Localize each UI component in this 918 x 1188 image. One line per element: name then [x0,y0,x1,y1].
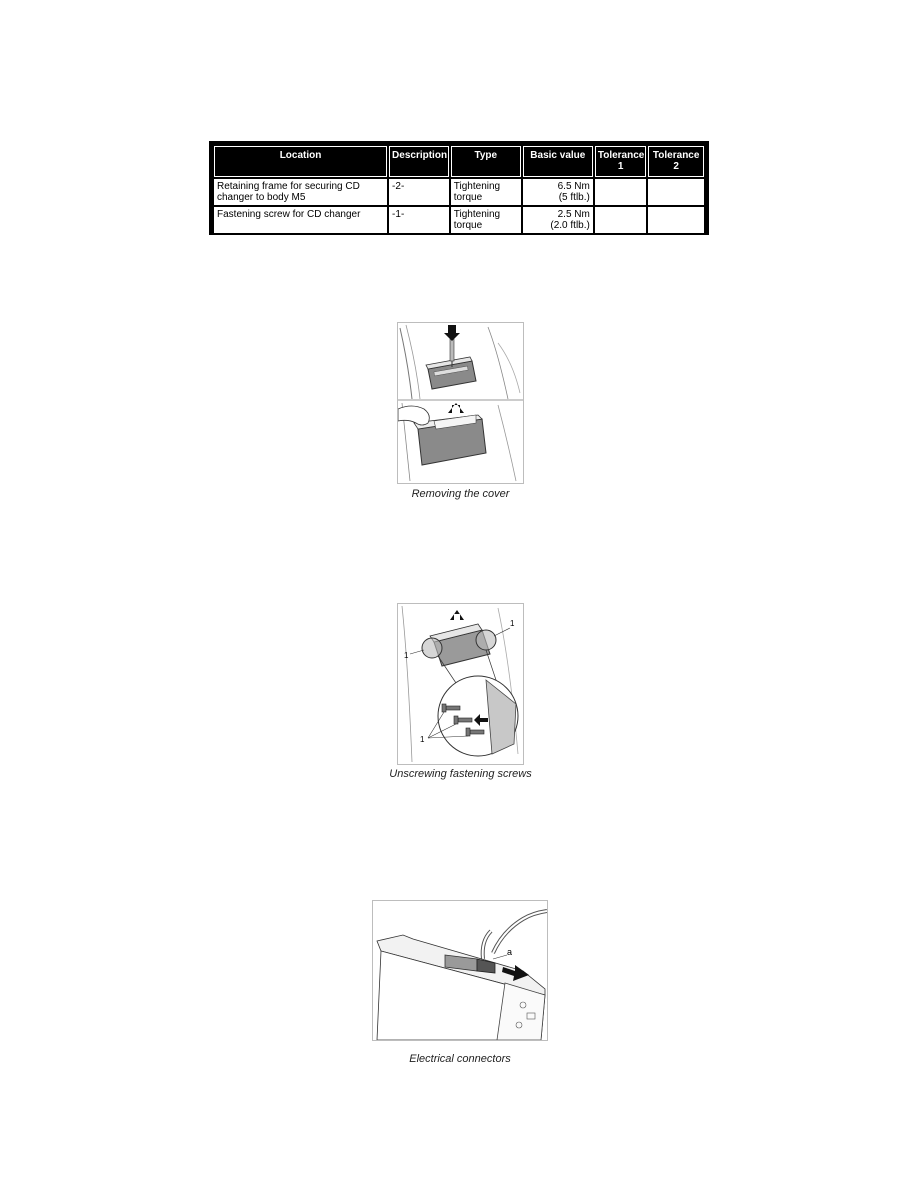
column-header-tolerance-2: Tolerance 2 [648,146,704,177]
fastening-screws-illustration [398,604,523,764]
cell-type: Tightening torque [451,179,521,205]
callout-label: 1 [404,651,409,660]
figure-caption: Electrical connectors [409,1053,511,1065]
torque-table [209,141,709,235]
cell-tolerance-1 [595,179,647,205]
column-header-location: Location [214,146,387,177]
cell-description: -2- [389,179,449,205]
figure-caption: Removing the cover [411,488,510,500]
figure-caption: Unscrewing fastening screws [389,768,532,780]
cell-type: Tightening torque [451,207,521,233]
table-row [214,207,704,233]
cell-description: -1- [389,207,449,233]
cell-tolerance-2 [648,207,704,233]
column-header-basic-value: Basic value [523,146,593,177]
callout-label: 1 [420,735,425,744]
figure-electrical-connectors [372,900,548,1041]
column-header-type: Type [451,146,521,177]
cell-tolerance-1 [595,207,647,233]
column-header-tolerance-1: Tolerance 1 [595,146,647,177]
figure-removing-cover [397,322,524,484]
table-header-row [214,146,704,177]
cell-location: Retaining frame for securing CD changer to body M5 [214,179,387,205]
torque-table-grid [212,144,706,235]
cd-changer-cover-illustration [398,323,523,483]
table-row [214,179,704,205]
figure-unscrewing-screws [397,603,524,765]
cell-tolerance-2 [648,179,704,205]
cell-basic-value: 2.5 Nm (2.0 ftlb.) [523,207,593,233]
callout-label: 1 [510,619,515,628]
electrical-connector-illustration [373,901,547,1040]
cell-location: Fastening screw for CD changer [214,207,387,233]
cell-basic-value: 6.5 Nm (5 ftlb.) [523,179,593,205]
callout-label: a [507,947,513,957]
column-header-description: Description [389,146,449,177]
